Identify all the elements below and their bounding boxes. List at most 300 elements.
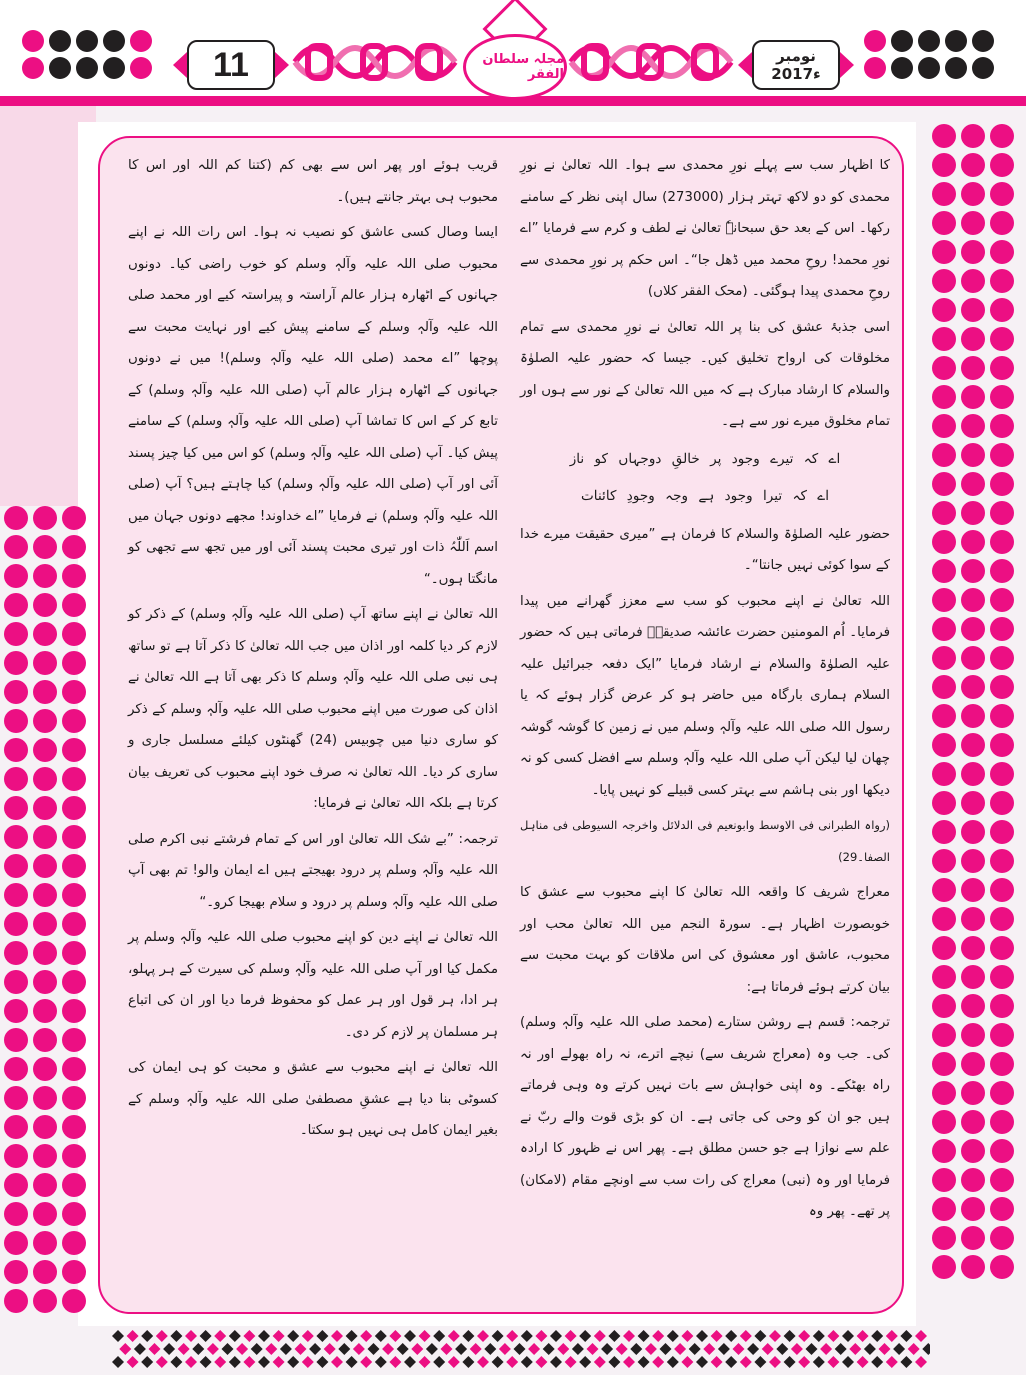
- decor-dot: [62, 825, 86, 849]
- decor-dot: [961, 733, 985, 757]
- decor-diamond: [703, 1343, 715, 1355]
- decor-dot: [932, 704, 956, 728]
- decor-dot: [4, 1057, 28, 1081]
- issue-date: [752, 40, 840, 90]
- decor-diamond: [251, 1343, 263, 1355]
- decor-diamond: [141, 1330, 153, 1342]
- decor-dot: [4, 999, 28, 1023]
- decor-diamond: [798, 1356, 810, 1368]
- decor-diamond: [397, 1343, 409, 1355]
- decor-diamond: [565, 1330, 577, 1342]
- decor-diamond: [441, 1343, 453, 1355]
- decor-dot: [990, 965, 1014, 989]
- decor-dot: [990, 327, 1014, 351]
- decor-dot: [990, 820, 1014, 844]
- decor-diamond: [295, 1343, 307, 1355]
- decor-dot: [62, 564, 86, 588]
- decor-dot: [62, 1115, 86, 1139]
- decor-dot: [990, 298, 1014, 322]
- decor-dot: [62, 1028, 86, 1052]
- decor-diamond: [338, 1343, 350, 1355]
- decor-dot: [961, 965, 985, 989]
- decor-dot: [961, 646, 985, 670]
- decor-dot: [4, 506, 28, 530]
- decor-diamond: [119, 1343, 131, 1355]
- decor-dot: [932, 211, 956, 235]
- decor-dot: [33, 1289, 57, 1313]
- decor-dot: [4, 709, 28, 733]
- paragraph: حضور علیہ الصلوٰۃ والسلام کا فرمان ہے ”میری حقیقت میرے خدا کے سوا کوئی نہیں جانتا“۔: [520, 526, 890, 573]
- bottom-diamond-border: [110, 1330, 930, 1370]
- decor-dot: [4, 941, 28, 965]
- decor-diamond: [594, 1330, 606, 1342]
- top-left-dots: [22, 30, 152, 79]
- decor-dot: [4, 651, 28, 675]
- decor-dot: [4, 1260, 28, 1284]
- decor-dot: [33, 1260, 57, 1284]
- decor-dot: [62, 912, 86, 936]
- decor-diamond: [725, 1330, 737, 1342]
- decor-dot: [33, 1086, 57, 1110]
- decor-diamond: [302, 1330, 314, 1342]
- decor-dot: [33, 941, 57, 965]
- decor-dot: [62, 680, 86, 704]
- poem-line: اے کہ تیرا وجود ہے وجہ وجودِ کائنات: [581, 488, 829, 504]
- decor-diamond: [127, 1356, 139, 1368]
- left-dots-column: [4, 506, 86, 1313]
- decor-diamond: [608, 1356, 620, 1368]
- decor-diamond: [419, 1330, 431, 1342]
- decor-dot: [932, 675, 956, 699]
- decor-diamond: [922, 1343, 930, 1355]
- decor-diamond: [813, 1356, 825, 1368]
- decor-diamond: [579, 1330, 591, 1342]
- decor-diamond: [820, 1343, 832, 1355]
- decor-diamond: [273, 1330, 285, 1342]
- decor-dot: [990, 791, 1014, 815]
- decor-dot: [932, 1052, 956, 1076]
- decor-dot: [4, 535, 28, 559]
- decor-diamond: [368, 1343, 380, 1355]
- issue-year: 2017ء: [771, 65, 821, 83]
- decor-diamond: [565, 1356, 577, 1368]
- decor-dot: [33, 651, 57, 675]
- paragraph: ترجمہ: ”بے شک اللہ تعالیٰ اور اس کے تمام فرشتے نبی اکرم صلی اللہ علیہ وآلہٖ وسلم پر درود بھیجتے ہیں اے ایمان والو! تم بھی آپ صلی اللہ علیہ وآلہٖ وسلم پر درود و سلام بھیجا کرو۔“: [128, 831, 498, 910]
- decor-dot: [33, 506, 57, 530]
- paragraph: اسی جذبۂ عشق کی بنا پر اللہ تعالیٰ نے نورِ محمدی سے تمام مخلوقات کی ارواح تخلیق کیں۔ جیسا کہ حضور علیہ الصلوٰۃ والسلام کا ارشاد مبارک ہے کہ میں اللہ تعالیٰ کے نور سے ہوں اور تمام مخلوق میرے نور سے ہے۔: [520, 319, 890, 429]
- decor-dot: [932, 124, 956, 148]
- decor-diamond: [360, 1330, 372, 1342]
- decor-dot: [990, 733, 1014, 757]
- decor-diamond: [535, 1330, 547, 1342]
- decor-diamond: [681, 1356, 693, 1368]
- decor-dot: [932, 791, 956, 815]
- paragraph: اللہ تعالیٰ نے اپنے محبوب کو سب سے معزز گھرانے میں پیدا فرمایا۔ اُم المومنین حضرت عائشہ صدیقہؓ فرماتی ہیں کہ حضور علیہ الصلوٰۃ والسلام نے ارشاد فرمایا ”ایک دفعہ جبرائیل علیہ السلام ہماری بارگاہ میں حاضر ہو کر عرض گزار ہوئے کہ یا رسول اللہ صلی اللہ علیہ وآلہٖ وسلم میں نے زمین کا گوشہ گوشہ چھان لیا لیکن آپ صلی اللہ علیہ وآلہٖ وسلم سے افضل کسی کو نہ دیکھا اور بنی ہاشم سے بہتر کسی قبیلے کو نہیں پایا۔: [520, 593, 890, 798]
- decor-diamond: [893, 1343, 905, 1355]
- decor-diamond: [762, 1343, 774, 1355]
- decor-diamond: [192, 1343, 204, 1355]
- decor-diamond: [462, 1356, 474, 1368]
- top-right-dots: [864, 30, 994, 79]
- decor-diamond: [754, 1356, 766, 1368]
- decor-diamond: [360, 1356, 372, 1368]
- decor-diamond: [784, 1330, 796, 1342]
- decor-diamond: [433, 1330, 445, 1342]
- decor-dot: [990, 1110, 1014, 1134]
- decor-dot: [33, 1202, 57, 1226]
- decor-dot: [990, 675, 1014, 699]
- decor-dot: [932, 762, 956, 786]
- decor-diamond: [178, 1343, 190, 1355]
- decor-diamond: [514, 1343, 526, 1355]
- decor-dot: [932, 356, 956, 380]
- decor-diamond: [346, 1356, 358, 1368]
- decor-dot: [961, 501, 985, 525]
- decor-dot: [990, 1139, 1014, 1163]
- decor-diamond: [287, 1330, 299, 1342]
- decor-dot: [961, 472, 985, 496]
- decor-diamond: [638, 1330, 650, 1342]
- decor-dot: [4, 854, 28, 878]
- decor-dot: [62, 593, 86, 617]
- decor-dot: [932, 559, 956, 583]
- decor-diamond: [214, 1356, 226, 1368]
- magazine-logo: [463, 34, 567, 100]
- decor-dot: [932, 182, 956, 206]
- decor-dot: [33, 1115, 57, 1139]
- decor-diamond: [156, 1356, 168, 1368]
- decor-dot: [932, 646, 956, 670]
- decor-dot: [961, 443, 985, 467]
- article-column-right: [520, 150, 890, 1232]
- decor-dot: [932, 1139, 956, 1163]
- decor-diamond: [302, 1356, 314, 1368]
- decor-diamond: [316, 1330, 328, 1342]
- decor-dot: [62, 1086, 86, 1110]
- decor-dot: [932, 733, 956, 757]
- decor-dot: [932, 385, 956, 409]
- decor-diamond: [798, 1330, 810, 1342]
- decor-diamond: [214, 1330, 226, 1342]
- decor-dot: [961, 762, 985, 786]
- decor-diamond: [404, 1330, 416, 1342]
- decor-diamond: [477, 1330, 489, 1342]
- poem-line: اے کہ تیرے وجود پر خالقِ دوجہاں کو ناز: [569, 450, 841, 467]
- decor-diamond: [806, 1343, 818, 1355]
- decor-diamond: [243, 1330, 255, 1342]
- decor-dot: [990, 530, 1014, 554]
- decor-diamond: [280, 1343, 292, 1355]
- decor-dot: [990, 1226, 1014, 1250]
- decor-diamond: [229, 1330, 241, 1342]
- decor-dot: [961, 124, 985, 148]
- decor-diamond: [857, 1330, 869, 1342]
- decor-dot: [990, 588, 1014, 612]
- paragraph: اللہ تعالیٰ نے اپنے ساتھ آپ (صلی اللہ علیہ وآلہٖ وسلم) کے ذکر کو لازم کر دیا کلمہ اور اذان میں جب اللہ تعالیٰ کا ذکر آتا ہے تو ساتھ ہی نبی صلی اللہ علیہ وآلہٖ وسلم کا ذکر بھی آتا ہے اللہ تعالیٰ نے اذان کی صورت میں اپنے محبوب صلی اللہ علیہ وآلہٖ وسلم کے ذکر کو ساری دنیا میں چوبیس (24) گھنٹوں کیلئے مسلسل جاری و ساری کر دیا۔ اللہ تعالیٰ نہ صرف خود اپنے محبوب کی تعریف بیان کرتا ہے بلکہ اللہ تعالیٰ نے فرمایا:: [128, 607, 498, 811]
- decor-dot: [33, 709, 57, 733]
- decor-diamond: [229, 1356, 241, 1368]
- decor-dot: [62, 767, 86, 791]
- decor-diamond: [915, 1356, 927, 1368]
- reference: (رواہ الطبرانی فی الاوسط وابونعیم فی الدلائل واخرجہ السیوطی فی مناہل الصفا۔29): [520, 818, 890, 864]
- decor-diamond: [324, 1343, 336, 1355]
- decor-dot: [62, 1144, 86, 1168]
- decor-dot: [33, 1144, 57, 1168]
- decor-dot: [961, 240, 985, 264]
- decor-diamond: [411, 1343, 423, 1355]
- decor-diamond: [696, 1356, 708, 1368]
- decor-diamond: [389, 1356, 401, 1368]
- decor-diamond: [207, 1343, 219, 1355]
- decor-diamond: [900, 1330, 912, 1342]
- decor-diamond: [243, 1356, 255, 1368]
- decor-diamond: [572, 1343, 584, 1355]
- decor-diamond: [674, 1343, 686, 1355]
- decor-diamond: [769, 1356, 781, 1368]
- decor-diamond: [871, 1356, 883, 1368]
- decor-dot: [961, 675, 985, 699]
- decor-dot: [62, 1173, 86, 1197]
- decor-diamond: [587, 1343, 599, 1355]
- decor-dot: [961, 1168, 985, 1192]
- decor-diamond: [623, 1330, 635, 1342]
- decor-dot: [932, 849, 956, 873]
- decor-diamond: [287, 1356, 299, 1368]
- decor-diamond: [236, 1343, 248, 1355]
- decor-dot: [62, 854, 86, 878]
- decor-dot: [990, 182, 1014, 206]
- decor-dot: [990, 501, 1014, 525]
- decor-dot: [62, 999, 86, 1023]
- decor-dot: [62, 970, 86, 994]
- decor-diamond: [842, 1330, 854, 1342]
- decor-diamond: [784, 1356, 796, 1368]
- decor-diamond: [112, 1356, 124, 1368]
- right-dots-column: [932, 124, 1014, 1279]
- decor-dot: [932, 965, 956, 989]
- decor-dot: [961, 530, 985, 554]
- decor-dot: [990, 443, 1014, 467]
- paragraph: کا اظہار سب سے پہلے نورِ محمدی سے ہوا۔ اللہ تعالیٰ نے نورِ محمدی کو دو لاکھ تہتر ہزار (273000) سال اپنی نظر کے سامنے رکھا۔ اس کے بعد حق سبحانہٗ تعالیٰ نے لطف و کرم سے فرمایا ”اے نورِ محمد! روحِ محمد میں ڈھل جا“۔ اس حکم پر نورِ محمدی سے روحِ محمدی پیدا ہوگئی۔ (محک الفقر کلاں): [520, 158, 890, 299]
- decor-diamond: [200, 1330, 212, 1342]
- decor-dot: [932, 1168, 956, 1192]
- decor-dot: [62, 535, 86, 559]
- decor-diamond: [579, 1356, 591, 1368]
- decor-dot: [961, 1023, 985, 1047]
- decor-diamond: [404, 1356, 416, 1368]
- decor-diamond: [448, 1356, 460, 1368]
- decor-dot: [990, 269, 1014, 293]
- decor-diamond: [419, 1356, 431, 1368]
- decor-dot: [990, 907, 1014, 931]
- decor-dot: [932, 472, 956, 496]
- page-number: 11: [187, 40, 275, 90]
- decor-dot: [4, 1231, 28, 1255]
- decor-dot: [4, 883, 28, 907]
- decor-diamond: [258, 1356, 270, 1368]
- decor-diamond: [309, 1343, 321, 1355]
- decor-dot: [33, 999, 57, 1023]
- paragraph: معراج شریف کا واقعہ اللہ تعالیٰ کا اپنے محبوب سے عشق کا خوبصورت اظہار ہے۔ سورۃ النجم میں اللہ تعالیٰ محب اور محبوب، عاشق اور معشوق کی اس ملاقات کو بہت محبت سے بیان کرتے ہوئے فرماتا ہے:: [520, 885, 890, 995]
- decor-dot: [932, 1110, 956, 1134]
- decor-diamond: [127, 1330, 139, 1342]
- decor-diamond: [864, 1343, 876, 1355]
- decor-dot: [33, 680, 57, 704]
- decor-diamond: [492, 1330, 504, 1342]
- decor-diamond: [667, 1356, 679, 1368]
- decor-diamond: [769, 1330, 781, 1342]
- decor-diamond: [608, 1330, 620, 1342]
- decor-diamond: [346, 1330, 358, 1342]
- decor-dot: [62, 1057, 86, 1081]
- decor-dot: [932, 153, 956, 177]
- decor-diamond: [740, 1356, 752, 1368]
- decor-dot: [961, 1139, 985, 1163]
- decor-diamond: [733, 1343, 745, 1355]
- decor-dot: [4, 593, 28, 617]
- decor-diamond: [316, 1356, 328, 1368]
- decor-dot: [961, 704, 985, 728]
- decor-diamond: [711, 1330, 723, 1342]
- decor-dot: [62, 506, 86, 530]
- decor-dot: [62, 1231, 86, 1255]
- decor-dot: [961, 269, 985, 293]
- decor-dot: [990, 240, 1014, 264]
- decor-dot: [932, 588, 956, 612]
- decor-dot: [961, 211, 985, 235]
- decor-dot: [961, 878, 985, 902]
- decor-diamond: [754, 1330, 766, 1342]
- decor-dot: [961, 849, 985, 873]
- decor-dot: [62, 883, 86, 907]
- paragraph: ترجمہ: قسم ہے روشن ستارے (محمد صلی اللہ علیہ وآلہٖ وسلم) کی۔ جب وہ (معراج شریف سے) نیچے اترے، نہ راہ بھولے اور نہ راہ بھٹکے۔ وہ اپنی خواہش سے بات نہیں کرتے وہ وہی فرماتے ہیں جو ان کو وحی کی جاتی ہے۔ ان کو بڑی قوت والے ربّ نے علم سے نوازا ہے جو حسن مطلق ہے۔ پھر اس نے ظہور کا ارادہ فرمایا اور وہ (نبی) معراج کی رات سب سے اونچے مقام (لامکان) پر تھے۔ پھر وہ: [520, 1015, 890, 1219]
- decor-dot: [932, 298, 956, 322]
- decor-diamond: [426, 1343, 438, 1355]
- decor-dot: [932, 414, 956, 438]
- decor-diamond: [258, 1330, 270, 1342]
- decor-dot: [4, 1173, 28, 1197]
- decor-dot: [932, 269, 956, 293]
- decor-dot: [990, 646, 1014, 670]
- decor-dot: [932, 1023, 956, 1047]
- decor-dot: [990, 1168, 1014, 1192]
- decor-diamond: [521, 1356, 533, 1368]
- decor-diamond: [499, 1343, 511, 1355]
- decor-dot: [4, 1144, 28, 1168]
- knot-pattern-left: [290, 34, 460, 90]
- decor-dot: [990, 762, 1014, 786]
- decor-dot: [62, 622, 86, 646]
- decor-diamond: [273, 1356, 285, 1368]
- decor-diamond: [375, 1356, 387, 1368]
- decor-diamond: [470, 1343, 482, 1355]
- decor-diamond: [630, 1343, 642, 1355]
- decor-dot: [62, 651, 86, 675]
- decor-diamond: [886, 1356, 898, 1368]
- decor-diamond: [740, 1330, 752, 1342]
- decor-diamond: [265, 1343, 277, 1355]
- decor-dot: [62, 1202, 86, 1226]
- decor-diamond: [163, 1343, 175, 1355]
- decor-dot: [33, 593, 57, 617]
- decor-dot: [932, 820, 956, 844]
- decor-diamond: [156, 1330, 168, 1342]
- decor-dot: [990, 1197, 1014, 1221]
- decor-diamond: [871, 1330, 883, 1342]
- decor-diamond: [477, 1356, 489, 1368]
- decor-diamond: [506, 1330, 518, 1342]
- decor-diamond: [645, 1343, 657, 1355]
- decor-dot: [990, 878, 1014, 902]
- decor-diamond: [528, 1343, 540, 1355]
- decor-dot: [990, 704, 1014, 728]
- decor-diamond: [681, 1330, 693, 1342]
- decor-diamond: [652, 1356, 664, 1368]
- decor-diamond: [557, 1343, 569, 1355]
- decor-dot: [33, 1057, 57, 1081]
- article-column-left: [128, 150, 498, 1151]
- decor-diamond: [776, 1343, 788, 1355]
- decor-diamond: [813, 1330, 825, 1342]
- decor-dot: [62, 1260, 86, 1284]
- decor-dot: [990, 472, 1014, 496]
- decor-diamond: [455, 1343, 467, 1355]
- decor-diamond: [623, 1356, 635, 1368]
- decor-dot: [33, 622, 57, 646]
- decor-dot: [4, 1202, 28, 1226]
- decor-diamond: [857, 1356, 869, 1368]
- decor-diamond: [718, 1343, 730, 1355]
- decor-diamond: [492, 1356, 504, 1368]
- decor-dot: [932, 878, 956, 902]
- decor-diamond: [652, 1330, 664, 1342]
- decor-dot: [33, 970, 57, 994]
- decor-dot: [4, 1289, 28, 1313]
- decor-diamond: [382, 1343, 394, 1355]
- decor-diamond: [521, 1330, 533, 1342]
- decor-dot: [33, 767, 57, 791]
- decor-dot: [33, 883, 57, 907]
- decor-dot: [990, 414, 1014, 438]
- decor-dot: [990, 211, 1014, 235]
- decor-dot: [990, 936, 1014, 960]
- decor-dot: [990, 559, 1014, 583]
- decor-dot: [961, 559, 985, 583]
- decor-dot: [961, 1255, 985, 1279]
- decor-dot: [990, 385, 1014, 409]
- decor-dot: [990, 124, 1014, 148]
- decor-diamond: [660, 1343, 672, 1355]
- decor-dot: [961, 1081, 985, 1105]
- decor-diamond: [689, 1343, 701, 1355]
- decor-dot: [961, 994, 985, 1018]
- decor-diamond: [849, 1343, 861, 1355]
- decor-dot: [4, 738, 28, 762]
- decor-diamond: [433, 1356, 445, 1368]
- decor-diamond: [389, 1330, 401, 1342]
- decor-dot: [4, 1115, 28, 1139]
- decor-diamond: [827, 1330, 839, 1342]
- decor-diamond: [331, 1356, 343, 1368]
- decor-dot: [4, 796, 28, 820]
- decor-diamond: [448, 1330, 460, 1342]
- decor-dot: [33, 738, 57, 762]
- decor-diamond: [908, 1343, 920, 1355]
- decor-dot: [961, 588, 985, 612]
- decor-dot: [990, 356, 1014, 380]
- decor-dot: [33, 796, 57, 820]
- decor-dot: [961, 791, 985, 815]
